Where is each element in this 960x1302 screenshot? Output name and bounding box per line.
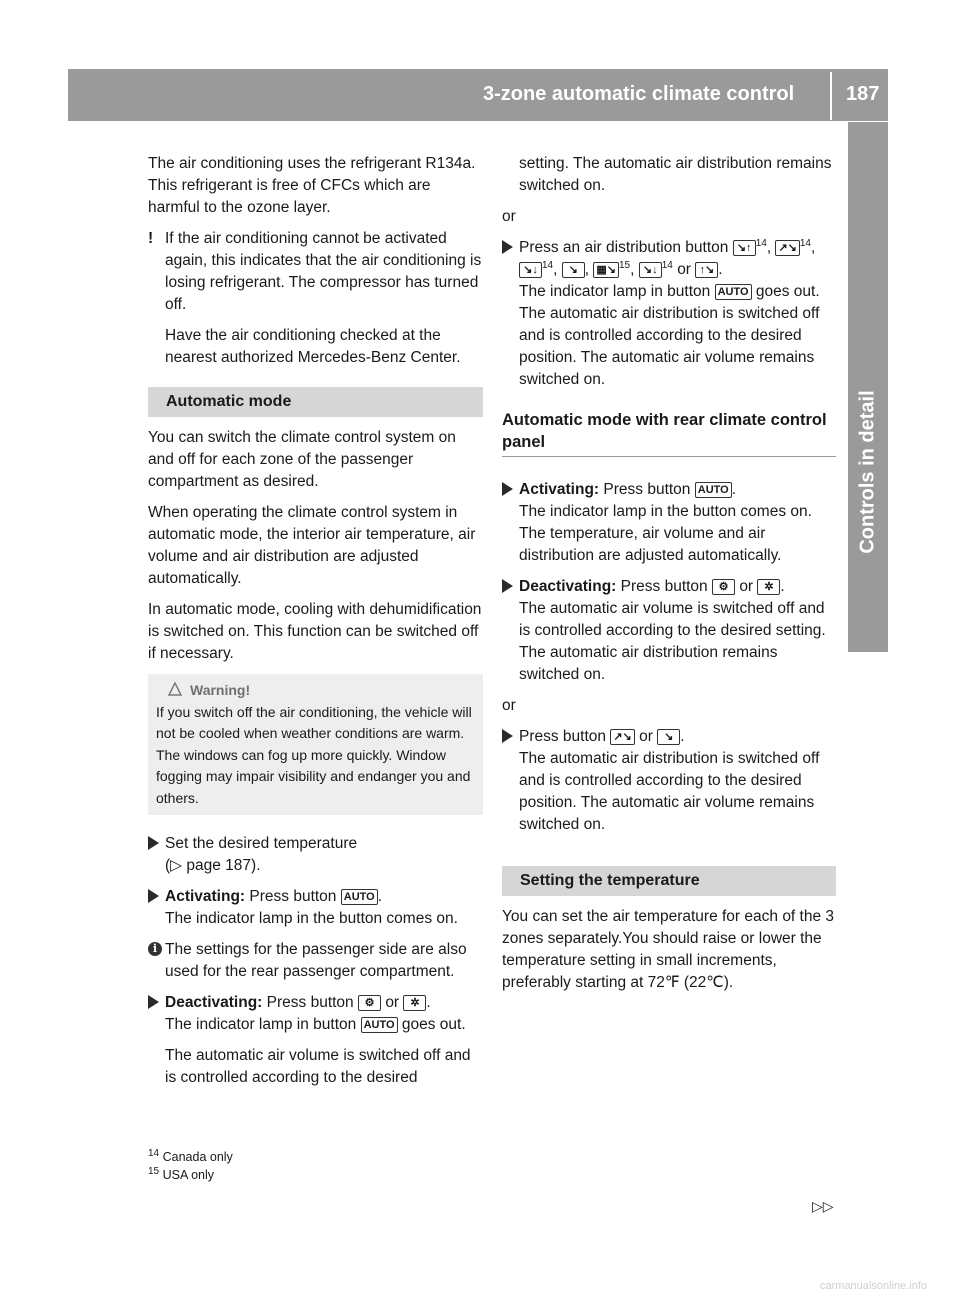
footnote-ref: 14	[755, 237, 767, 249]
step-air-distribution: Press an air distribution button ↘↑ $^{14}$, ↗↘ $^{14}$, ↘↓ $^{14}$, ↘ , ▦↘ $^{15}$, ↘↓ $^{14}$ or ↑↘ . The indicator lamp in button AUTO goes out. The automatic air distribution is switched off and is controlled according to the desired position. The automatic air volume remains switched on.	[502, 237, 836, 391]
distribution-button-icon: ↘	[562, 262, 585, 278]
or-text: or	[739, 578, 754, 595]
or-text: or	[502, 208, 516, 225]
activating-label: Activating:	[519, 481, 600, 498]
or-text: or	[639, 728, 653, 745]
footnote-text: Canada only	[162, 1150, 233, 1164]
deactivating-label: Deactivating:	[519, 578, 617, 595]
footnote-15	[148, 1166, 233, 1184]
step-arrow-icon	[148, 836, 159, 850]
goes-out-text: goes out.	[755, 283, 820, 300]
side-tab-label: Controls in detail	[856, 390, 879, 554]
step-arrow-icon	[502, 729, 513, 743]
step-rear-distribution: Press button ↗↘ or ↘ . The automatic air distribution is switched off and is controlled according to the desired position. The automatic air volume remains switched on.	[502, 726, 836, 836]
step-rear-activating: Activating: Press button AUTO . The indicator lamp in the button comes on. The temperature, air volume and air distribution are adjusted automatically.	[502, 479, 836, 567]
or-text: or	[502, 697, 516, 714]
auto-button-icon: AUTO	[715, 284, 752, 300]
subheading-rear-panel: Automatic mode with rear climate control panel	[502, 409, 836, 457]
footnote-ref: 15	[619, 259, 631, 271]
dist-result-b: The automatic air distribution is switched off and is controlled according to the desired position. The automatic air volume remains switched on.	[519, 305, 820, 388]
auto-button-icon: AUTO	[341, 889, 378, 905]
press-button-text: Press button	[620, 578, 708, 595]
info-icon: i	[148, 942, 162, 956]
press-dist-text: Press an air distribution button	[519, 239, 729, 256]
intro-paragraph: The air conditioning uses the refrigerant R134a. This refrigerant is free of CFCs which are harmful to the ozone layer.	[148, 155, 476, 216]
dist-result-text: The indicator lamp in button	[519, 283, 711, 300]
distribution-button-icon: ↘	[657, 729, 680, 745]
continued-text: setting. The automatic air distribution remains switched on.	[519, 155, 832, 194]
page-number: 187	[846, 83, 880, 105]
step-arrow-icon	[502, 240, 513, 254]
step-text: Set the desired temperature	[165, 835, 358, 852]
distribution-button-icon: ▦↘	[593, 262, 619, 278]
activating-result: The indicator lamp in the button comes on. The temperature, air volume and air distribution are adjusted automatically.	[519, 503, 812, 564]
step-arrow-icon	[502, 482, 513, 496]
right-column	[502, 153, 836, 1003]
warning-text: If you switch off the air conditioning, the vehicle will not be cooled when weather conditions are warm. The windows can fog up more quickly. Window fogging may impair visibility and endanger you and others.	[156, 703, 472, 806]
footnotes	[148, 1148, 233, 1184]
header-separator	[830, 72, 832, 120]
chapter-title: 3-zone automatic climate control	[483, 83, 795, 105]
footnote-text: USA only	[162, 1168, 215, 1182]
activating-result: The indicator lamp in the button comes on.	[165, 910, 458, 927]
distribution-button-icon: ↘↑	[733, 240, 756, 256]
section-heading-setting-temperature: Setting the temperature	[502, 866, 836, 896]
distribution-button-icon: ↑↘	[695, 262, 718, 278]
or-text: or	[677, 261, 691, 278]
or-text: or	[385, 994, 400, 1011]
warning-title	[156, 680, 475, 702]
page-reference: (▷ page 187).	[165, 857, 261, 874]
distribution-button-icon: ↘↓	[519, 262, 542, 278]
note-paragraph-2: Have the air conditioning checked at the nearest authorized Mercedes-Benz Center.	[165, 327, 461, 366]
deactivating-result-b: The automatic air volume is switched off and is controlled according to the desired	[165, 1047, 471, 1086]
footnote-ref: 14	[799, 237, 811, 249]
footnote-number: 14	[148, 1147, 160, 1159]
footnote-number: 15	[148, 1165, 160, 1177]
fan-low-button-icon: ⚙	[712, 579, 735, 595]
deact-result-text: The indicator lamp in button	[165, 1016, 357, 1033]
footnote-ref: 14	[542, 259, 554, 271]
automatic-p2: When operating the climate control system in automatic mode, the interior air temperature, air volume and air distribution are adjusted automatically.	[148, 504, 476, 587]
distribution-button-icon: ↘↓	[639, 262, 662, 278]
deactivating-result: The automatic air volume is switched off and is controlled according to the desired setting. The automatic air distribution remains switched on.	[519, 600, 826, 683]
press-button-text: Press button	[519, 728, 607, 745]
section-heading-automatic-mode: Automatic mode	[148, 387, 483, 417]
fan-high-button-icon: ✲	[757, 579, 780, 595]
info-text: The settings for the passenger side are also used for the rear passenger compartment.	[165, 941, 467, 980]
auto-button-icon: AUTO	[695, 482, 732, 498]
left-column	[148, 153, 483, 1098]
distribution-button-icon: ↗↘	[775, 240, 799, 256]
automatic-p3: In automatic mode, cooling with dehumidification is switched on. This function can be switched off if necessary.	[148, 601, 482, 662]
distribution-button-icon: ↗↘	[610, 729, 634, 745]
deactivating-result-a	[165, 1014, 483, 1036]
step-arrow-icon	[148, 995, 159, 1009]
warning-box	[148, 674, 483, 815]
watermark: carmanualsonline.info	[820, 1280, 928, 1292]
warning-title-text: Warning!	[190, 682, 251, 698]
press-button-text: Press button	[249, 888, 337, 905]
fan-high-button-icon: ✲	[403, 995, 426, 1011]
goes-out-text: goes out.	[401, 1016, 466, 1033]
note-paragraph-1: If the air conditioning cannot be activated again, this indicates that the air conditioning is losing refrigerant. The compressor has turned off.	[165, 230, 482, 313]
step-rear-deactivating: Deactivating: Press button ⚙ or ✲ . The automatic air volume is switched off and is controlled according to the desired setting. The automatic air distribution remains switched on.	[502, 576, 836, 686]
step-arrow-icon	[502, 579, 513, 593]
press-button-text: Press button	[603, 481, 691, 498]
side-tab-label-box	[850, 302, 886, 642]
info-note	[148, 939, 483, 983]
step-activating: Activating: Press button AUTO . The indicator lamp in the button comes on.	[148, 886, 483, 930]
exclamation-icon: !	[148, 230, 154, 247]
temperature-paragraph: You can set the air temperature for each of the 3 zones separately.You should raise or lower the temperature setting in small increments, preferably starting at 72℉ (22℃).	[502, 908, 835, 991]
caution-note	[148, 228, 483, 369]
footnote-ref: 14	[661, 259, 673, 271]
rear-result: The automatic air distribution is switched off and is controlled according to the desired position. The automatic air volume remains switched on.	[519, 750, 820, 833]
warning-triangle-icon	[168, 682, 182, 696]
automatic-p1: You can switch the climate control system on and off for each zone of the passenger compartment as desired.	[148, 429, 456, 490]
activating-label: Activating:	[165, 888, 246, 905]
dist-result-a	[519, 281, 836, 303]
fan-low-button-icon: ⚙	[358, 995, 381, 1011]
auto-button-icon: AUTO	[361, 1017, 398, 1033]
deactivating-label: Deactivating:	[165, 994, 263, 1011]
press-button-text: Press button	[266, 994, 354, 1011]
step-arrow-icon	[148, 889, 159, 903]
footnote-14	[148, 1148, 233, 1166]
step-set-temperature	[148, 833, 483, 877]
step-deactivating: Deactivating: Press button ⚙ or ✲ . The indicator lamp in button AUTO goes out. The automatic air volume is switched off and is controlled according to the desired	[148, 992, 483, 1089]
continue-arrow-icon: ▷▷	[812, 1198, 834, 1214]
